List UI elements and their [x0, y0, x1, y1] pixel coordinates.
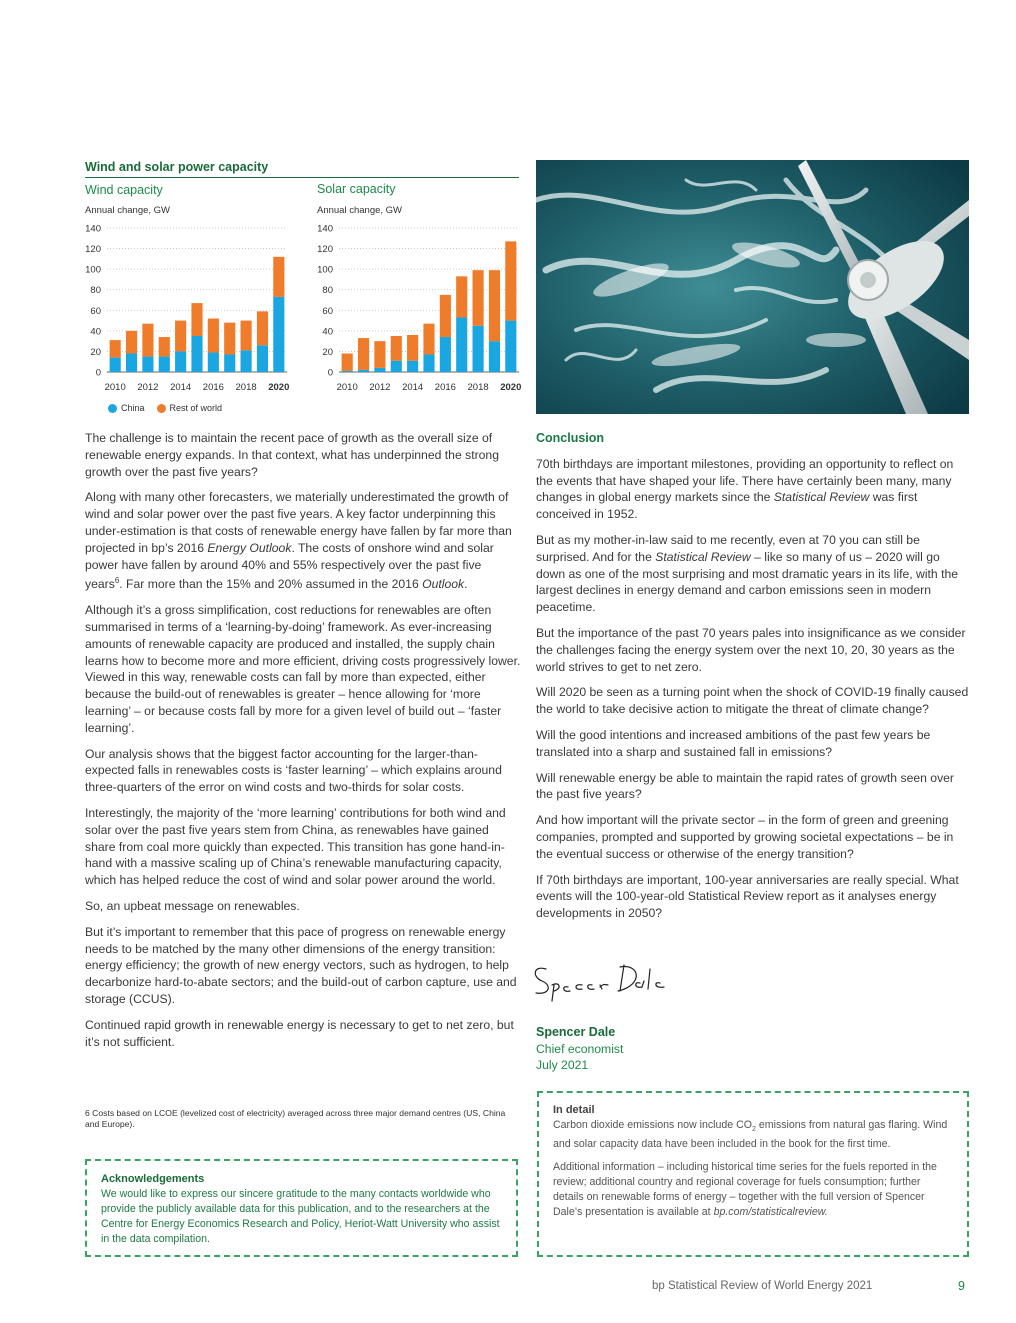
signature-date: July 2021: [536, 1058, 589, 1072]
paragraph: The challenge is to maintain the recent pace of growth as the overall size of renewable energy expands. In that context, what has underpinned the strong growth over the past five years?: [85, 431, 499, 479]
figure-title: Wind and solar power capacity: [85, 160, 519, 178]
x-tick-label: 2010: [104, 382, 126, 393]
y-tick-label: 100: [85, 264, 101, 276]
paragraph: But the importance of the past 70 years pales into insignificance as we consider the challenges facing the energy system over the next 10, 20, 30 years as the world strives to get to net zero.: [536, 625, 966, 674]
bar-china-2012: [142, 357, 153, 372]
x-tick-label: 2020: [500, 382, 522, 393]
y-tick-label: 140: [85, 223, 101, 235]
bar-rest-of-world-2010: [342, 353, 353, 370]
paragraph: So, an upbeat message on renewables.: [85, 898, 300, 913]
y-tick-label: 120: [85, 244, 101, 256]
bar-rest-of-world-2018: [241, 321, 252, 351]
y-tick-label: 20: [322, 346, 333, 358]
solar-chart-title: Solar capacity: [317, 182, 396, 196]
bar-china-2012: [374, 368, 385, 372]
conclusion-heading: Conclusion: [536, 431, 605, 445]
y-tick-label: 140: [317, 223, 333, 235]
bar-china-2010: [110, 358, 121, 372]
x-tick-label: 2016: [202, 382, 224, 393]
in-detail-paragraph: Carbon dioxide emissions now include $CO_2$ emissions from natural gas flaring. Wind and solar capacity data have been included in the book for the first time.: [553, 1119, 948, 1151]
chart-legend: [108, 403, 222, 413]
bar-rest-of-world-2015: [423, 324, 434, 355]
legend-item-rest-of-world: [157, 403, 223, 413]
bar-china-2020: [505, 321, 516, 372]
y-tick-label: 60: [322, 305, 333, 317]
bar-china-2020: [273, 297, 284, 372]
bar-rest-of-world-2016: [208, 319, 219, 353]
footnote-number: 6: [85, 1108, 90, 1118]
y-tick-label: 100: [317, 264, 333, 276]
bar-rest-of-world-2012: [374, 341, 385, 368]
x-tick-label: 2018: [467, 382, 489, 393]
wind-turbine-image: [536, 160, 969, 414]
bar-china-2015: [191, 336, 202, 372]
paragraph: Continued rapid growth in renewable energy is necessary to get to net zero, but it’s not sufficient.: [85, 1017, 514, 1049]
y-tick-label: 0: [95, 367, 101, 379]
bar-rest-of-world-2011: [358, 338, 369, 370]
bar-china-2019: [257, 345, 268, 372]
bar-rest-of-world-2014: [407, 335, 418, 361]
x-tick-label: 2012: [369, 382, 391, 393]
bar-china-2017: [456, 317, 467, 372]
bar-rest-of-world-2019: [257, 311, 268, 345]
wind-turbine-photo: [536, 160, 969, 414]
y-tick-label: 80: [322, 285, 333, 297]
in-detail-paragraph: Additional information – including historical time series for the fuels reported in the review; additional country and regional coverage for fuels consumption; further details on renewable forms of energy – together with the full version of Spencer Dale’s presentation is available at bp.com/statisticalreview.: [553, 1161, 937, 1219]
bar-china-2013: [391, 361, 402, 372]
y-tick-label: 0: [327, 367, 333, 379]
paragraph: But as my mother-in-law said to me recently, even at 70 you can still be surprised. And for the Statistical Review – like so many of us – 2020 will go down as one of the most surprising and most dramatic years in its life, with the largest declines in energy demand and carbon emissions seen in modern peacetime.: [536, 532, 959, 615]
acknowledgements-box: [85, 1159, 518, 1257]
paragraph: Our analysis shows that the biggest factor accounting for the larger-than-expected falls in renewables costs is ‘faster learning’ – which explains around three-quarters of the error on wind costs and two-thirds for solar costs.: [85, 746, 502, 795]
wind-chart-title: Wind capacity: [85, 183, 163, 197]
bar-rest-of-world-2014: [175, 321, 186, 352]
x-tick-label: 2014: [170, 382, 192, 393]
signatory-name: Spencer Dale: [536, 1025, 616, 1039]
solar-capacity-chart: [317, 218, 527, 398]
bar-rest-of-world-2012: [142, 324, 153, 357]
solar-chart-unit: Annual change, GW: [317, 205, 403, 216]
bar-rest-of-world-2017: [456, 276, 467, 317]
paragraph: Will 2020 be seen as a turning point when the shock of COVID-19 finally caused the world to take decisive action to mitigate the threat of climate change?: [536, 685, 969, 717]
x-tick-label: 2010: [336, 382, 358, 393]
y-tick-label: 120: [317, 244, 333, 256]
paragraph: But it’s important to remember that this pace of progress on renewable energy needs to be matched by the many other dimensions of the energy transition: energy efficiency; the growth of new energy vectors, such as hydrogen, to help decarbonize hard-to-abate sectors; and the build-out of carbon capture, use and storage (CCUS).: [85, 924, 517, 1006]
paragraph: Although it’s a gross simplification, cost reductions for renewables are often summarised in terms of a ‘learning-by-doing’ framework. As ever-increasing amounts of renewable capacity are produced and installed, the supply chain learns how to become more and more efficient, driving costs progressively lower. Viewed in this way, renewable costs can fall by more than expected, either because the build-out of renewables is greater – hence allowing for ‘more learning’ – or because costs fall by more for a given level of build out – ‘faster learning’.: [85, 603, 521, 735]
page-number: 9: [958, 1279, 965, 1293]
legend-label-china: China: [121, 403, 145, 413]
bar-rest-of-world-2010: [110, 340, 121, 357]
signatory-role: Chief economist: [536, 1042, 624, 1056]
bar-rest-of-world-2017: [224, 323, 235, 355]
bar-rest-of-world-2013: [159, 337, 170, 357]
footnote: [85, 1108, 515, 1130]
paragraph: And how important will the private sector – in the form of green and greening companies, prompted and supported by growing societal expectations – be in the eventual success or otherwise of the energy transition?: [536, 813, 954, 861]
handwritten-signature: [528, 955, 668, 1025]
paragraph: 70th birthdays are important milestones, providing an opportunity to reflect on the events that have shaped your life. There have certainly been many, many changes in global energy markets since the Statistical Review was first conceived in 1952.: [536, 456, 954, 522]
statistical-review-link[interactable]: bp.com/statisticalreview.: [713, 1206, 828, 1219]
legend-swatch-china: [108, 404, 117, 413]
y-tick-label: 20: [90, 346, 101, 358]
legend-item-china: [108, 403, 145, 413]
x-tick-label: 2020: [268, 382, 290, 393]
x-tick-label: 2012: [137, 382, 159, 393]
acknowledgements-text: We would like to express our sincere gratitude to the many contacts worldwide who provide the publicly available data for this publication, and to the researchers at the Centre for Energy Economics Research and Policy, Heriot-Watt University who assist in the data compilation.: [101, 1188, 500, 1245]
in-detail-title: In detail: [553, 1104, 595, 1116]
legend-swatch-rest-of-world: [157, 404, 166, 413]
footer-publication-title: bp Statistical Review of World Energy 2021: [652, 1280, 873, 1292]
bar-china-2014: [175, 351, 186, 372]
paragraph: If 70th birthdays are important, 100-year anniversaries are really special. What events will the 100-year-old Statistical Review report as it analyses energy developments in 2050?: [536, 872, 959, 921]
paragraph: Will renewable energy be able to maintain the rapid rates of growth seen over the past five years?: [536, 770, 954, 802]
x-tick-label: 2018: [235, 382, 257, 393]
wind-capacity-chart: [85, 218, 295, 398]
bar-china-2010: [342, 371, 353, 372]
right-column: [536, 430, 972, 931]
bar-rest-of-world-2015: [191, 303, 202, 336]
footnote-ref: 6: [114, 576, 120, 586]
bar-rest-of-world-2018: [473, 270, 484, 326]
y-tick-label: 40: [322, 326, 333, 338]
bar-china-2018: [241, 350, 252, 372]
paragraph: Along with many other forecasters, we materially underestimated the growth of wind and solar power over the past five years. A key factor underpinning this under-estimation is that costs of renewable energy have fallen by far more than projected in bp’s 2016 Energy Outlook. The costs of onshore wind and solar power have fallen by around 40% and 55% respectively over the past five years$^6$. Far more than the 15% and 20% assumed in the 2016 Outlook.: [85, 490, 512, 592]
paragraph: Interestingly, the majority of the ‘more learning’ contributions for both wind and solar over the past five years stem from China, as renewables have gained share from coal more quickly than expected. This transition has gone hand-in-hand with a massive scaling up of China’s renewable manufacturing capacity, which has helped reduce the cost of wind and solar power around the world.: [85, 806, 506, 888]
bar-china-2011: [126, 353, 137, 372]
bar-china-2016: [440, 337, 451, 372]
bar-china-2011: [358, 370, 369, 372]
bar-china-2016: [208, 352, 219, 372]
bar-rest-of-world-2019: [489, 270, 500, 341]
bar-rest-of-world-2020: [505, 241, 516, 320]
in-detail-box: [537, 1091, 969, 1257]
wind-chart-unit: Annual change, GW: [85, 205, 171, 216]
bar-china-2017: [224, 355, 235, 372]
bar-china-2019: [489, 341, 500, 372]
bar-rest-of-world-2016: [440, 295, 451, 337]
paragraph: Will the good intentions and increased ambitions of the past few years be translated into a sharp and sustained fall in emissions?: [536, 727, 931, 759]
y-tick-label: 60: [90, 305, 101, 317]
bar-china-2018: [473, 326, 484, 372]
x-tick-label: 2014: [402, 382, 424, 393]
bar-china-2014: [407, 361, 418, 372]
acknowledgements-title: Acknowledgements: [101, 1173, 205, 1185]
y-tick-label: 80: [90, 285, 101, 297]
footnote-text: Costs based on LCOE (levelized cost of electricity) averaged across three major demand centres (US, China and Europe).: [85, 1108, 506, 1129]
bar-rest-of-world-2020: [273, 257, 284, 297]
left-column: [85, 430, 521, 1059]
y-tick-label: 40: [90, 326, 101, 338]
bar-china-2013: [159, 357, 170, 372]
bar-rest-of-world-2013: [391, 336, 402, 361]
x-tick-label: 2016: [434, 382, 456, 393]
bar-china-2015: [423, 355, 434, 372]
bar-rest-of-world-2011: [126, 331, 137, 354]
legend-label-rest-of-world: Rest of world: [169, 403, 223, 413]
